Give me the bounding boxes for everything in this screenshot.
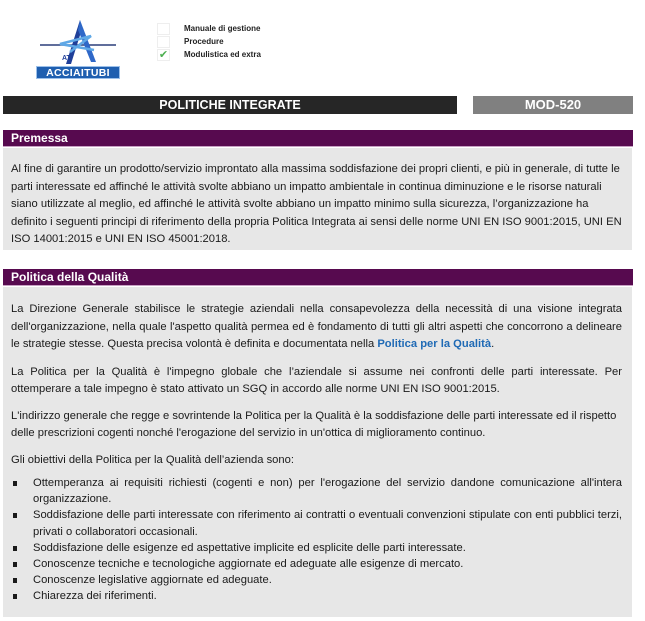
checkbox-procedure [157,36,170,48]
objective-text: Chiarezza dei riferimenti. [33,590,157,603]
list-item [11,556,622,572]
objective-text: Ottemperanza ai requisiti richiesti (cogenti e non) per l'erogazione del servizio dandone comunicazione all'intera organizzazione. [33,477,622,506]
bullet-icon [13,546,17,551]
bullet-icon [13,562,17,567]
bullet-icon [13,513,17,518]
company-logo [36,18,120,82]
section-header-qualita: Politica della Qualità [3,269,633,286]
svg-text:AT: AT [62,55,71,62]
doctype-label: Manuale di gestione [184,24,261,33]
objective-text: Conoscenze legislative aggiornate ed adeguate. [33,574,272,587]
section-header-premessa: Premessa [3,130,633,147]
objective-text: Soddisfazione delle esigenze ed aspettative implicite ed esplicite delle parti interessate. [33,541,466,554]
logo-wordmark: ACCIAITUBI [36,66,120,79]
document-type-checklist [157,22,261,61]
checkmark-icon: ✔ [158,48,169,61]
section-body-premessa [3,148,632,250]
bullet-icon [13,481,17,486]
list-item [11,507,622,539]
objective-text: Soddisfazione delle parti interessate con riferimento ai contratti o eventuali convenzioni stipulate con enti pubblici terzi, privati o collaboratori occasionali. [33,509,622,538]
section-body-qualita [3,287,632,617]
bullet-icon [13,578,17,583]
document-code: MOD-520 [473,96,633,114]
checkbox-modulistica [157,49,170,61]
qualita-paragraph-1 [11,301,622,354]
checkbox-manuale [157,23,170,35]
objectives-list [11,475,622,605]
objective-text: Conoscenze tecniche e tecnologiche aggiornate ed adeguate alle esigenze di mercato. [33,558,464,571]
qualita-paragraph-2: La Politica per la Qualità è l'impegno globale che l’aziendale si assume nei confronti delle parti interessate. Per ottemperare a tale impegno è stato attivato un SGQ in accordo alle norme UNI EN ISO 9001:2015. [11,365,622,395]
document-title: POLITICHE INTEGRATE [3,96,457,114]
bullet-icon [13,594,17,599]
list-item [11,475,622,507]
premessa-text: Al fine di garantire un prodotto/servizio improntato alla massima soddisfazione dei propri clienti, e più in generale, di tutte le parti interessate ed affinché le attività svolte abbiano un impatto ambientale in continua diminuzione e le risorse naturali siano utilizzate al meglio, ed affinché le attività svolte abbiano un impatto minimo sulla sicurezza, l’organizzazione ha definito i seguenti principi di riferimento della propria Politica Integrata ai sensi delle norme UNI EN ISO 9001:2015, UNI EN ISO 14001:2015 e UNI EN ISO 45001:2018. [11,163,622,245]
qualita-paragraph-4: Gli obiettivi della Politica per la Qualità dell’azienda sono: [11,453,294,466]
paragraph-end: . [491,338,495,350]
doctype-label: Modulistica ed extra [184,50,261,59]
list-item [11,540,622,556]
qualita-paragraph-3: L'indirizzo generale che regge e sovrintende la Politica per la Qualità è la soddisfazione delle parti interessate ed il rispetto delle prescrizioni cogenti nonché l'erogazione del servizio in un'ottica di miglioramento continuo. [11,409,617,439]
star-emblem-icon [36,18,120,66]
doctype-procedure [157,35,261,48]
doctype-modulistica [157,48,261,61]
list-item [11,588,622,604]
paragraph-text: La Direzione Generale stabilisce le strategie aziendali nella consapevolezza della necessità di una visione integrata dell'organizzazione, nella quale l'aspetto qualità permea ed è fondamento di tutti gli altri aspetti che concorrono a delineare le strategie stesse. Questa precisa volontà è definita e documentata nella [11,303,622,350]
politica-qualita-link[interactable]: Politica per la Qualità [377,338,492,350]
doctype-manuale [157,22,261,35]
list-item [11,572,622,588]
doctype-label: Procedure [184,37,224,46]
